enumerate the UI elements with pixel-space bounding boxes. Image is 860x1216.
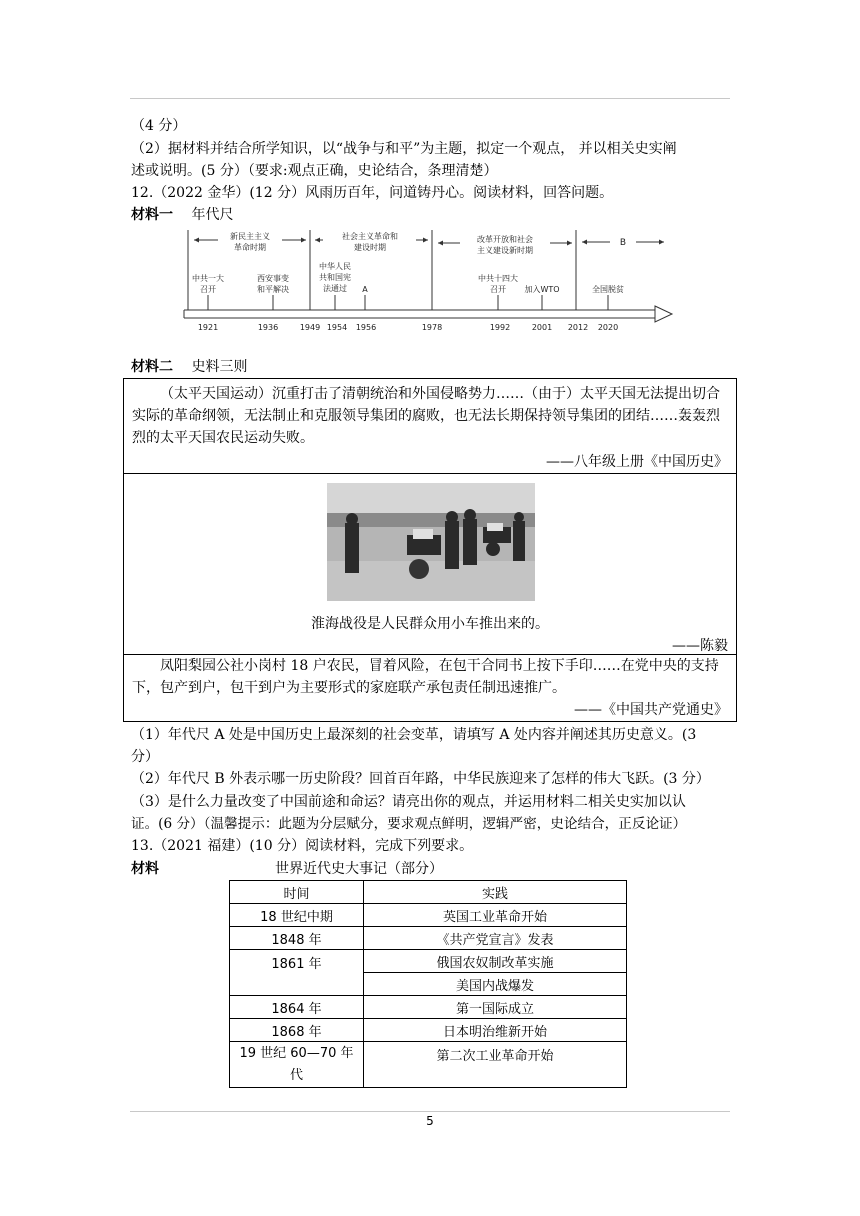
cell-time: 1861 年 [230, 950, 364, 996]
table-row [230, 950, 627, 973]
question-13-stem: 13.（2021 福建）(10 分）阅读材料，完成下列要求。 [131, 838, 474, 854]
period-label: 革命时期 [234, 243, 266, 252]
period-label-b: B [619, 238, 627, 248]
period-label: 主义建设新时期 [477, 246, 533, 255]
cell-time: 19 世纪 60—70 年代 [230, 1042, 364, 1088]
material-2-title: 史料三则 [191, 359, 248, 375]
event-label: 中华人民 [319, 262, 351, 271]
table-row [230, 1019, 627, 1042]
table-row [230, 996, 627, 1019]
photo-caption: 淮海战役是人民群众用小车推出来的。 [311, 616, 549, 632]
event-label: 召开 [200, 285, 216, 294]
event-label: 西安事变 [257, 274, 289, 283]
event-label: 法通过 [323, 284, 347, 293]
header-rule [130, 98, 730, 99]
material-2-heading [131, 357, 731, 377]
cell-event: 《共产党宣言》发表 [364, 927, 627, 950]
period-label: 建设时期 [354, 243, 386, 252]
cell-event: 第一国际成立 [364, 996, 627, 1019]
event-label: 共和国宪 [319, 273, 351, 282]
material-1-heading [131, 205, 731, 225]
question-12-part-2: （2）年代尺 B 外表示哪一历史阶段？回首百年路，中华民族迎来了怎样的伟大飞跃。(3 分） [131, 771, 710, 787]
source-citation: ——《中国共产党通史》 [574, 702, 728, 718]
question-12-part-1-cont: 分） [131, 749, 159, 765]
year-label: 1956 [355, 323, 377, 332]
question-12-part-1: （1）年代尺 A 处是中国历史上最深刻的社会变革，请填写 A 处内容并阐述其历史意义。(3 [131, 727, 697, 743]
material-1-title: 年代尺 [191, 207, 234, 223]
cell-event: 俄国农奴制改革实施 [364, 950, 627, 973]
cell-event: 日本明治维新开始 [364, 1019, 627, 1042]
historical-photo [327, 483, 535, 601]
source-text: 凤阳梨园公社小岗村 18 户农民，冒着风险，在包干合同书上按下手印……在党中央的支持下，包产到户，包干到户为主要形式的家庭联产承包责任制迅速推广。 [132, 658, 719, 696]
table-row [230, 1042, 627, 1088]
cell-time: 18 世纪中期 [230, 904, 364, 927]
cell-time: 1848 年 [230, 927, 364, 950]
year-label: 2001 [531, 323, 553, 332]
source-box-taiping [123, 378, 737, 474]
photo-citation: ——陈毅 [672, 638, 728, 654]
event-label: 加入WTO [524, 285, 560, 294]
year-label: 2020 [597, 323, 619, 332]
cell-event: 第二次工业革命开始 [364, 1042, 627, 1088]
event-label: 全国脱贫 [592, 285, 624, 294]
material-3-label: 材料 [131, 861, 159, 877]
table-row [230, 904, 627, 927]
page-number: 5 [426, 1114, 434, 1128]
year-label: 2012 [567, 323, 589, 332]
source-text: （太平天国运动）沉重打击了清朝统治和外国侵略势力……（由于）太平天国无法提出切合实际的革命纲领，无法制止和克服领导集团的腐败，也无法长期保持领导集团的团结……轰轰烈烈的太平天国农民运动失败。 [132, 386, 720, 446]
timeline-ruler [180, 226, 675, 336]
material-3-heading [131, 859, 731, 879]
question-11-part-2: （2）据材料并结合所学知识，以“战争与和平”为主题，拟定一个观点， 并以相关史实阐 [131, 141, 677, 157]
event-label: 中共一大 [192, 274, 224, 283]
header-time: 时间 [230, 881, 364, 904]
material-1-label: 材料一 [131, 207, 173, 223]
year-label: 1978 [421, 323, 443, 332]
question-12-stem: 12.（2022 金华）(12 分）风雨历百年，问道铸丹心。阅读材料，回答问题。 [131, 185, 614, 201]
material-2-label: 材料二 [131, 359, 173, 375]
table-row [230, 927, 627, 950]
period-label: 改革开放和社会 [477, 235, 533, 244]
year-label: 1921 [197, 323, 219, 332]
period-label: 社会主义革命和 [342, 232, 398, 241]
cell-time: 1868 年 [230, 1019, 364, 1042]
event-label: 召开 [490, 285, 506, 294]
table-title: 世界近代史大事记（部分） [275, 861, 443, 877]
events-table [229, 880, 627, 1088]
question-11-part-2-cont: 述或说明。(5 分）（要求:观点正确，史论结合，条理清楚） [131, 163, 498, 179]
question-11-score-tail: （4 分） [131, 118, 187, 134]
source-citation: ——八年级上册《中国历史》 [546, 454, 728, 470]
cell-time: 1864 年 [230, 996, 364, 1019]
source-box-huaihai [123, 473, 737, 655]
year-label: 1936 [257, 323, 279, 332]
year-label: 1992 [489, 323, 511, 332]
source-box-xiaogang [123, 654, 737, 722]
event-label: 和平解决 [257, 285, 289, 294]
cell-event: 美国内战爆发 [364, 973, 627, 996]
table-header-row [230, 881, 627, 904]
question-12-part-3: （3）是什么力量改变了中国前途和命运？请亮出你的观点，并运用材料二相关史实加以认 [131, 794, 686, 810]
year-label: 1949 [299, 323, 321, 332]
event-label-a: A [362, 285, 368, 294]
event-label: 中共十四大 [478, 274, 518, 283]
period-label: 新民主主义 [230, 232, 270, 241]
cell-event: 英国工业革命开始 [364, 904, 627, 927]
footer-rule [130, 1111, 730, 1112]
year-label: 1954 [326, 323, 348, 332]
header-practice: 实践 [364, 881, 627, 904]
question-12-part-3-cont: 证。(6 分）（温馨提示：此题为分层赋分，要求观点鲜明，逻辑严密，史论结合，正反论证） [131, 816, 687, 832]
